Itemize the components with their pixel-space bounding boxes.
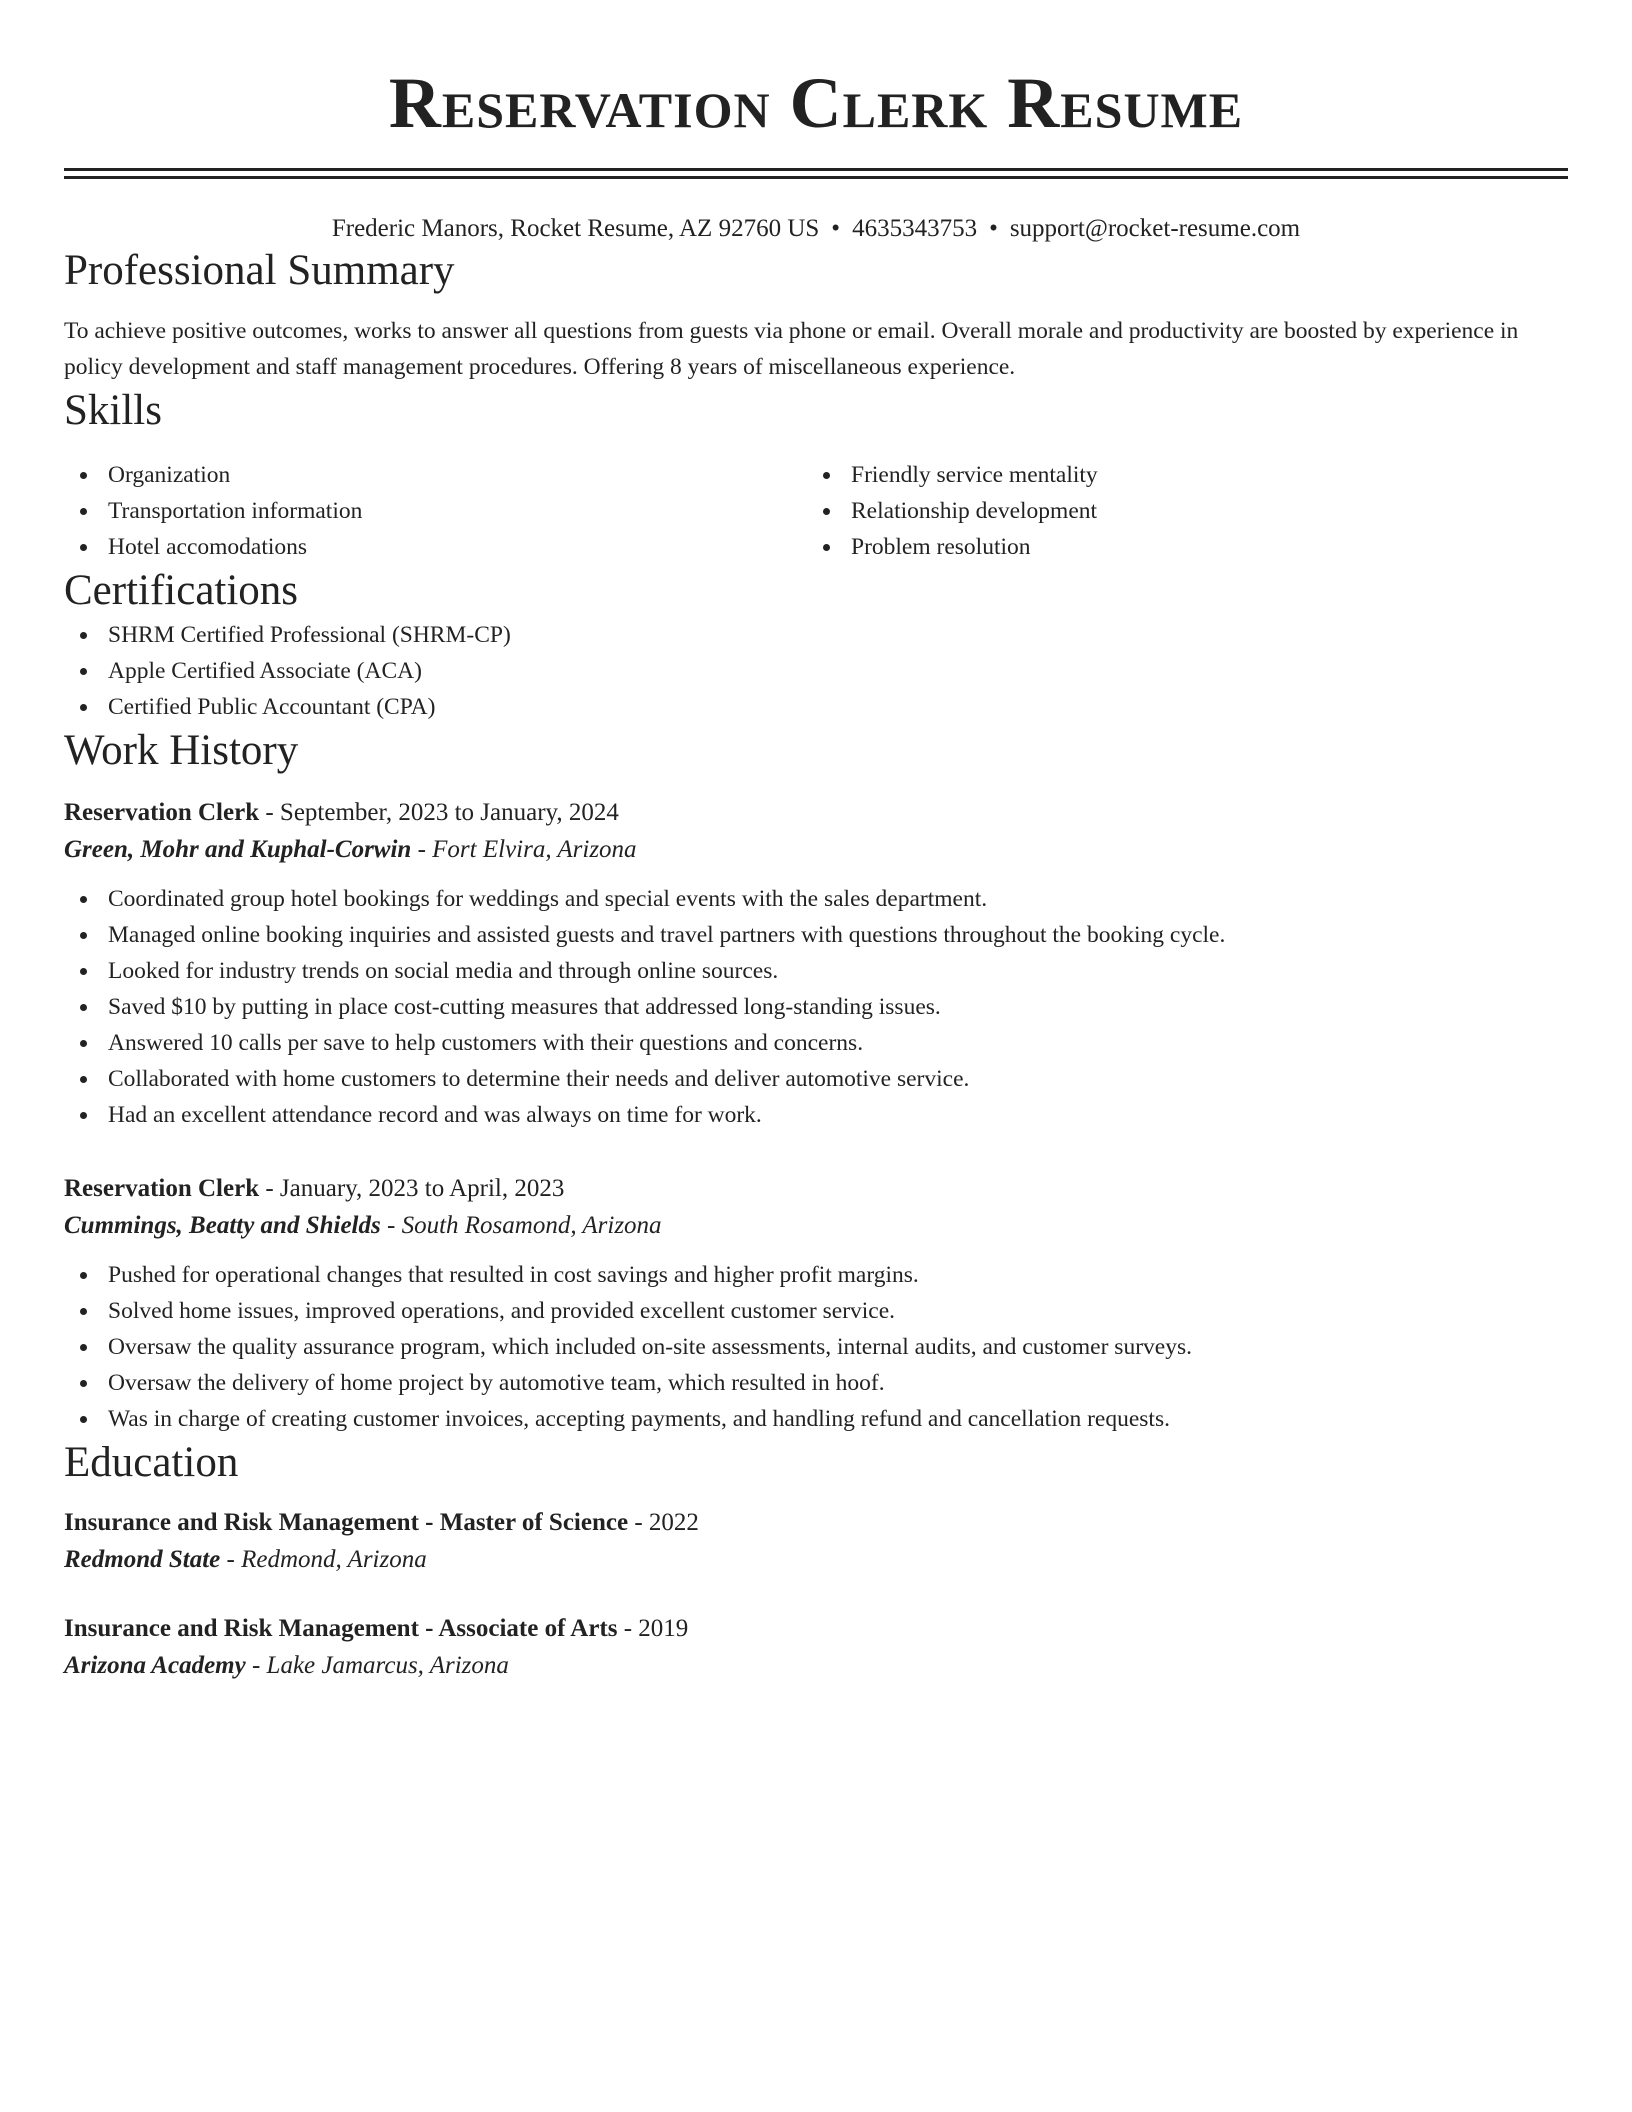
job-entry [64, 795, 1568, 1133]
job-duty-item: Answered 10 calls per save to help customers with their questions and concerns. [64, 1025, 1568, 1061]
employer-name: Green, Mohr and Kuphal-Corwin [64, 836, 412, 863]
summary-heading: Professional Summary [64, 247, 455, 294]
school-line [64, 1647, 1568, 1685]
skills-heading: Skills [64, 387, 162, 434]
job-duty-item: Solved home issues, improved operations, and provided excellent customer service. [64, 1293, 1568, 1329]
school-location: - Lake Jamarcus, Arizona [245, 1652, 509, 1679]
certifications-list [64, 617, 1568, 725]
degree-name: Insurance and Risk Management - Associate of Arts [64, 1615, 618, 1642]
skill-item: Organization [64, 457, 807, 493]
contact-separator: • [989, 215, 998, 242]
contact-address: Frederic Manors, Rocket Resume, AZ 92760 US [331, 215, 820, 242]
employer-name: Cummings, Beatty and Shields [64, 1212, 381, 1239]
job-duty-item: Was in charge of creating customer invoices, accepting payments, and handling refund and cancellation requests. [64, 1401, 1568, 1437]
degree-name: Insurance and Risk Management - Master of Science [64, 1509, 629, 1536]
skills-column-right [807, 457, 1550, 565]
job-title: Reservation Clerk [64, 799, 260, 826]
skill-item: Friendly service mentality [807, 457, 1550, 493]
resume-title: Reservation Clerk Resume [388, 63, 1244, 143]
employer-location: - South Rosamond, Arizona [380, 1212, 662, 1239]
employer-line [64, 1207, 1568, 1245]
employer-location: - Fort Elvira, Arizona [411, 836, 637, 863]
skills-grid [64, 457, 1568, 565]
job-dates: - January, 2023 to April, 2023 [259, 1175, 565, 1202]
employer-line [64, 831, 1568, 869]
school-line [64, 1541, 1568, 1579]
job-title-line [64, 795, 1568, 831]
job-duty-item: Coordinated group hotel bookings for weddings and special events with the sales department. [64, 881, 1568, 917]
skill-item: Transportation information [64, 493, 807, 529]
education-entry [64, 1505, 1568, 1579]
contact-line [64, 213, 1568, 245]
certification-item: Apple Certified Associate (ACA) [64, 653, 1568, 689]
school-name: Arizona Academy [64, 1652, 246, 1679]
summary-text: To achieve positive outcomes, works to answer all questions from guests via phone or email. Overall morale and productivity are boosted by experience in policy development and staff management procedures. Offering 8 years of miscellaneous experience. [64, 318, 1519, 380]
certification-item: Certified Public Accountant (CPA) [64, 689, 1568, 725]
school-location: - Redmond, Arizona [220, 1546, 427, 1573]
job-duty-item: Collaborated with home customers to determine their needs and deliver automotive service. [64, 1061, 1568, 1097]
job-duty-item: Managed online booking inquiries and assisted guests and travel partners with questions throughout the booking cycle. [64, 917, 1568, 953]
job-entry [64, 1171, 1568, 1437]
degree-line [64, 1505, 1568, 1541]
job-duties [64, 1257, 1568, 1437]
job-duty-item: Oversaw the delivery of home project by automotive team, which resulted in hoof. [64, 1365, 1568, 1401]
job-title-line [64, 1171, 1568, 1207]
job-title: Reservation Clerk [64, 1175, 260, 1202]
contact-separator: • [831, 215, 841, 242]
job-duty-item: Oversaw the quality assurance program, which included on-site assessments, internal audits, and customer surveys. [64, 1329, 1568, 1365]
degree-year: - 2022 [628, 1509, 699, 1536]
education-heading: Education [64, 1439, 239, 1486]
job-duties [64, 881, 1568, 1133]
title-divider [64, 168, 1568, 179]
skill-item: Relationship development [807, 493, 1550, 529]
job-duty-item: Saved $10 by putting in place cost-cutting measures that addressed long-standing issues. [64, 989, 1568, 1025]
job-duty-item: Pushed for operational changes that resulted in cost savings and higher profit margins. [64, 1257, 1568, 1293]
contact-email: support@rocket-resume.com [1009, 215, 1301, 242]
skill-item: Problem resolution [807, 529, 1550, 565]
job-dates: - September, 2023 to January, 2024 [259, 799, 619, 826]
school-name: Redmond State [64, 1546, 221, 1573]
work-history-heading: Work History [64, 727, 299, 774]
skills-column-left [64, 457, 807, 565]
job-duty-item: Had an excellent attendance record and was always on time for work. [64, 1097, 1568, 1133]
job-duty-item: Looked for industry trends on social media and through online sources. [64, 953, 1568, 989]
degree-year: - 2019 [617, 1615, 689, 1642]
certification-item: SHRM Certified Professional (SHRM-CP) [64, 617, 1568, 653]
degree-line [64, 1611, 1568, 1647]
contact-phone: 4635343753 [852, 215, 978, 242]
education-entry [64, 1611, 1568, 1685]
skill-item: Hotel accomodations [64, 529, 807, 565]
certifications-heading: Certifications [64, 567, 299, 614]
